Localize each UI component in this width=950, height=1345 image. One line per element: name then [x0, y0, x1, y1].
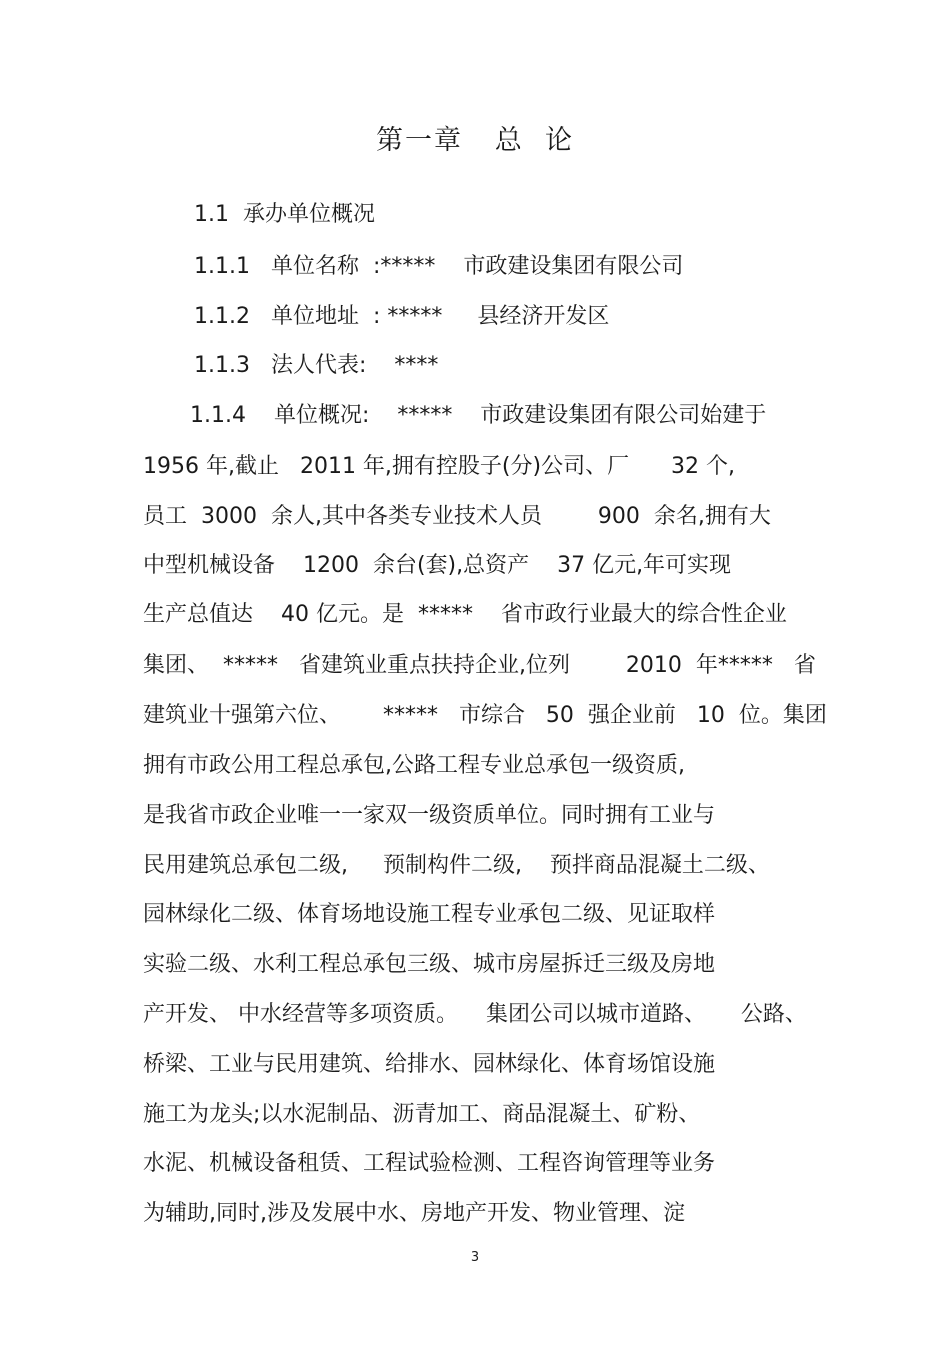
item-unit-address: 1.1.2 单位地址 : ***** 县经济开发区 — [194, 304, 610, 329]
body-line: 员工 3000 余人,其中各类专业技术人员 900 余名,拥有大 — [143, 504, 771, 529]
section-heading: 1.1 承办单位概况 — [194, 202, 375, 227]
item-legal-representative: 1.1.3 法人代表: **** — [194, 353, 439, 378]
page-number: 3 — [470, 1250, 480, 1265]
body-line: 桥梁、工业与民用建筑、给排水、园林绿化、体育场馆设施 — [143, 1052, 716, 1077]
body-line: 民用建筑总承包二级, 预制构件二级, 预拌商品混凝土二级、 — [143, 853, 770, 878]
body-line: 园林绿化二级、体育场地设施工程专业承包二级、见证取样 — [143, 902, 716, 927]
body-line: 生产总值达 40 亿元。是 ***** 省市政行业最大的综合性企业 — [143, 602, 787, 627]
body-line: 建筑业十强第六位、 ***** 市综合 50 强企业前 10 位。集团 — [143, 703, 827, 728]
body-line: 拥有市政公用工程总承包,公路工程专业总承包一级资质, — [143, 753, 685, 778]
body-line: 实验二级、水利工程总承包三级、城市房屋拆迁三级及房地 — [143, 952, 716, 977]
body-line: 施工为龙头;以水泥制品、沥青加工、商品混凝土、矿粉、 — [143, 1102, 701, 1127]
body-line: 产开发、 中水经营等多项资质。 集团公司以城市道路、 公路、 — [143, 1002, 807, 1027]
body-line: 中型机械设备 1200 余台(套),总资产 37 亿元,年可实现 — [143, 553, 732, 578]
body-line: 水泥、机械设备租赁、工程试验检测、工程咨询管理等业务 — [143, 1151, 716, 1176]
body-line: 1956 年,截止 2011 年,拥有控股子(分)公司、厂 32 个, — [143, 454, 736, 479]
chapter-title: 第一章 总 论 — [376, 125, 574, 156]
item-unit-name: 1.1.1 单位名称 :***** 市政建设集团有限公司 — [194, 254, 684, 279]
body-line: 为辅助,同时,涉及发展中水、房地产开发、物业管理、淀 — [143, 1201, 685, 1226]
body-line: 集团、 ***** 省建筑业重点扶持企业,位列 2010 年***** 省 — [143, 653, 816, 678]
body-line: 是我省市政企业唯一一家双一级资质单位。同时拥有工业与 — [143, 803, 716, 828]
item-unit-overview: 1.1.4 单位概况: ***** 市政建设集团有限公司始建于 — [190, 403, 767, 428]
